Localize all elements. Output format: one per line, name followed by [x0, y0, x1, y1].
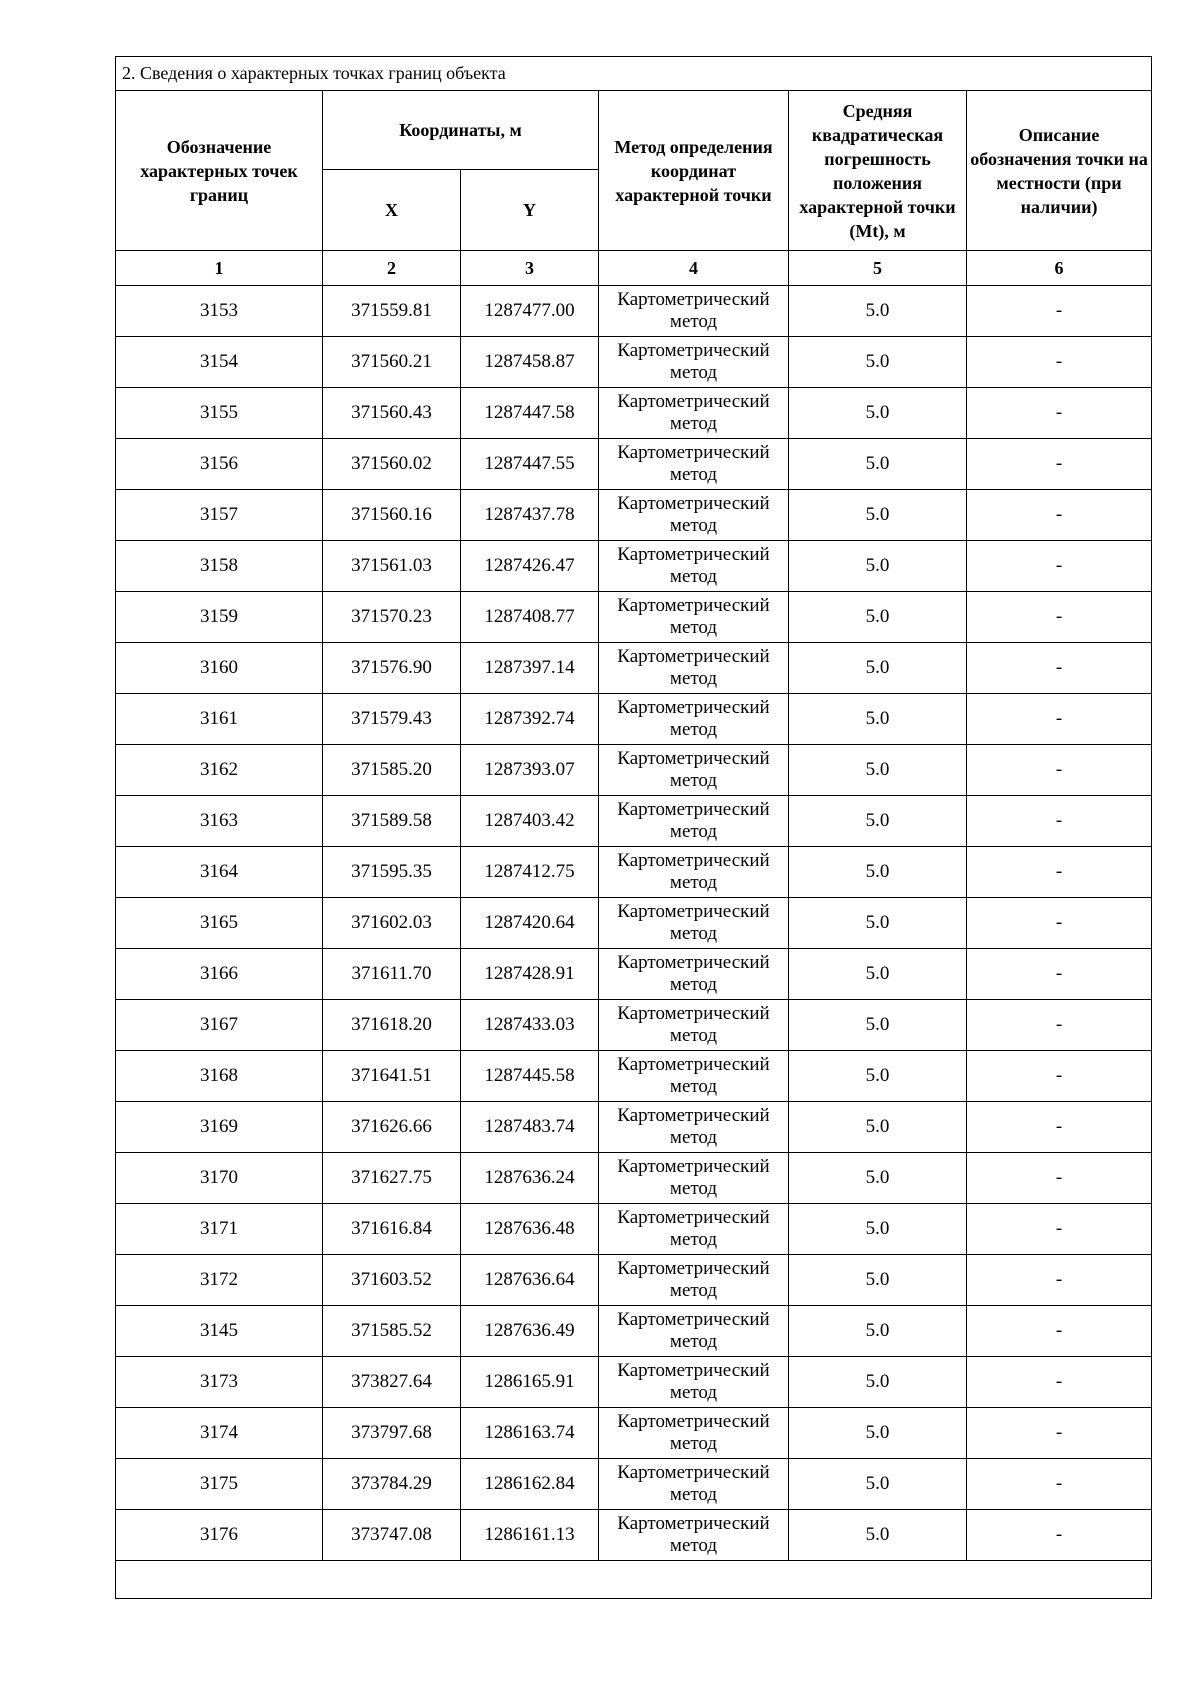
method-cell: Картометрический метод	[599, 490, 789, 541]
x-coordinate-cell: 371641.51	[323, 1051, 461, 1102]
point-id-cell: 3173	[116, 1357, 323, 1408]
point-id-cell: 3164	[116, 847, 323, 898]
table-row	[116, 541, 1152, 592]
mt-cell: 5.0	[789, 541, 967, 592]
header-description: Описание обозначения точки на местности (при наличии)	[967, 91, 1152, 251]
x-coordinate-cell: 371579.43	[323, 694, 461, 745]
point-id-cell: 3170	[116, 1153, 323, 1204]
description-cell: -	[967, 1051, 1152, 1102]
table-row	[116, 1102, 1152, 1153]
point-id-cell: 3153	[116, 286, 323, 337]
description-cell: -	[967, 745, 1152, 796]
mt-cell: 5.0	[789, 286, 967, 337]
description-cell: -	[967, 1153, 1152, 1204]
method-cell: Картометрический метод	[599, 337, 789, 388]
point-id-cell: 3169	[116, 1102, 323, 1153]
description-cell: -	[967, 1204, 1152, 1255]
table-row	[116, 1153, 1152, 1204]
method-cell: Картометрический метод	[599, 1102, 789, 1153]
method-cell: Картометрический метод	[599, 1357, 789, 1408]
mt-cell: 5.0	[789, 949, 967, 1000]
point-id-cell: 3158	[116, 541, 323, 592]
table-row	[116, 847, 1152, 898]
table-row	[116, 745, 1152, 796]
mt-cell: 5.0	[789, 847, 967, 898]
header-coordinates: Координаты, м	[323, 91, 599, 170]
column-number: 3	[461, 251, 599, 286]
description-cell: -	[967, 1357, 1152, 1408]
method-cell: Картометрический метод	[599, 1255, 789, 1306]
y-coordinate-cell: 1287433.03	[461, 1000, 599, 1051]
mt-cell: 5.0	[789, 439, 967, 490]
x-coordinate-cell: 371576.90	[323, 643, 461, 694]
description-cell: -	[967, 847, 1152, 898]
x-coordinate-cell: 371616.84	[323, 1204, 461, 1255]
y-coordinate-cell: 1287393.07	[461, 745, 599, 796]
x-coordinate-cell: 373797.68	[323, 1408, 461, 1459]
method-cell: Картометрический метод	[599, 847, 789, 898]
method-cell: Картометрический метод	[599, 592, 789, 643]
mt-cell: 5.0	[789, 1255, 967, 1306]
y-coordinate-cell: 1287397.14	[461, 643, 599, 694]
description-cell: -	[967, 643, 1152, 694]
table-row	[116, 1459, 1152, 1510]
table-row	[116, 490, 1152, 541]
description-cell: -	[967, 1102, 1152, 1153]
method-cell: Картометрический метод	[599, 1306, 789, 1357]
x-coordinate-cell: 371561.03	[323, 541, 461, 592]
y-coordinate-cell: 1287636.64	[461, 1255, 599, 1306]
mt-cell: 5.0	[789, 1408, 967, 1459]
x-coordinate-cell: 371626.66	[323, 1102, 461, 1153]
mt-cell: 5.0	[789, 490, 967, 541]
y-coordinate-cell: 1287403.42	[461, 796, 599, 847]
mt-cell: 5.0	[789, 1000, 967, 1051]
column-number: 2	[323, 251, 461, 286]
empty-footer-cell	[116, 1561, 1152, 1599]
mt-cell: 5.0	[789, 1306, 967, 1357]
table-row	[116, 1408, 1152, 1459]
description-cell: -	[967, 592, 1152, 643]
x-coordinate-cell: 371559.81	[323, 286, 461, 337]
table-row	[116, 1000, 1152, 1051]
x-coordinate-cell: 371602.03	[323, 898, 461, 949]
mt-cell: 5.0	[789, 592, 967, 643]
point-id-cell: 3174	[116, 1408, 323, 1459]
description-cell: -	[967, 796, 1152, 847]
header-designation: Обозначение характерных точек границ	[116, 91, 323, 251]
y-coordinate-cell: 1287437.78	[461, 490, 599, 541]
y-coordinate-cell: 1287408.77	[461, 592, 599, 643]
header-x: X	[323, 170, 461, 251]
point-id-cell: 3175	[116, 1459, 323, 1510]
point-id-cell: 3166	[116, 949, 323, 1000]
description-cell: -	[967, 490, 1152, 541]
description-cell: -	[967, 1306, 1152, 1357]
mt-cell: 5.0	[789, 694, 967, 745]
mt-cell: 5.0	[789, 1357, 967, 1408]
y-coordinate-cell: 1287412.75	[461, 847, 599, 898]
mt-cell: 5.0	[789, 1102, 967, 1153]
column-number: 5	[789, 251, 967, 286]
y-coordinate-cell: 1286163.74	[461, 1408, 599, 1459]
point-id-cell: 3154	[116, 337, 323, 388]
mt-cell: 5.0	[789, 745, 967, 796]
table-row	[116, 1357, 1152, 1408]
description-cell: -	[967, 1510, 1152, 1561]
point-id-cell: 3159	[116, 592, 323, 643]
method-cell: Картометрический метод	[599, 745, 789, 796]
mt-cell: 5.0	[789, 1510, 967, 1561]
x-coordinate-cell: 371570.23	[323, 592, 461, 643]
description-cell: -	[967, 1459, 1152, 1510]
method-cell: Картометрический метод	[599, 1000, 789, 1051]
column-number: 6	[967, 251, 1152, 286]
point-id-cell: 3162	[116, 745, 323, 796]
column-number: 1	[116, 251, 323, 286]
table-row	[116, 643, 1152, 694]
y-coordinate-cell: 1287636.49	[461, 1306, 599, 1357]
column-number-row	[116, 251, 1152, 286]
table-row	[116, 1255, 1152, 1306]
x-coordinate-cell: 371585.52	[323, 1306, 461, 1357]
x-coordinate-cell: 371589.58	[323, 796, 461, 847]
y-coordinate-cell: 1287445.58	[461, 1051, 599, 1102]
point-id-cell: 3161	[116, 694, 323, 745]
mt-cell: 5.0	[789, 898, 967, 949]
method-cell: Картометрический метод	[599, 1153, 789, 1204]
table-row	[116, 694, 1152, 745]
mt-cell: 5.0	[789, 337, 967, 388]
y-coordinate-cell: 1287636.48	[461, 1204, 599, 1255]
header-y: Y	[461, 170, 599, 251]
method-cell: Картометрический метод	[599, 694, 789, 745]
method-cell: Картометрический метод	[599, 796, 789, 847]
description-cell: -	[967, 694, 1152, 745]
column-number: 4	[599, 251, 789, 286]
method-cell: Картометрический метод	[599, 388, 789, 439]
description-cell: -	[967, 898, 1152, 949]
point-id-cell: 3163	[116, 796, 323, 847]
point-id-cell: 3157	[116, 490, 323, 541]
table-row	[116, 1204, 1152, 1255]
section-title: 2. Сведения о характерных точках границ объекта	[116, 57, 1152, 91]
table-row	[116, 439, 1152, 490]
table-row	[116, 286, 1152, 337]
x-coordinate-cell: 371627.75	[323, 1153, 461, 1204]
document-sheet	[115, 56, 1151, 1599]
point-id-cell: 3156	[116, 439, 323, 490]
table-row	[116, 337, 1152, 388]
point-id-cell: 3145	[116, 1306, 323, 1357]
table-footer-row	[116, 1561, 1152, 1599]
method-cell: Картометрический метод	[599, 1510, 789, 1561]
method-cell: Картометрический метод	[599, 1051, 789, 1102]
table-row	[116, 1510, 1152, 1561]
points-table-body	[116, 286, 1152, 1561]
description-cell: -	[967, 286, 1152, 337]
x-coordinate-cell: 371595.35	[323, 847, 461, 898]
description-cell: -	[967, 337, 1152, 388]
header-mt: Средняя квадратическая погрешность положения характерной точки (Mt), м	[789, 91, 967, 251]
y-coordinate-cell: 1287392.74	[461, 694, 599, 745]
method-cell: Картометрический метод	[599, 1459, 789, 1510]
point-id-cell: 3171	[116, 1204, 323, 1255]
table-row	[116, 1051, 1152, 1102]
point-id-cell: 3160	[116, 643, 323, 694]
mt-cell: 5.0	[789, 796, 967, 847]
point-id-cell: 3165	[116, 898, 323, 949]
method-cell: Картометрический метод	[599, 541, 789, 592]
y-coordinate-cell: 1286165.91	[461, 1357, 599, 1408]
x-coordinate-cell: 371560.16	[323, 490, 461, 541]
x-coordinate-cell: 371560.21	[323, 337, 461, 388]
method-cell: Картометрический метод	[599, 1204, 789, 1255]
mt-cell: 5.0	[789, 388, 967, 439]
method-cell: Картометрический метод	[599, 439, 789, 490]
mt-cell: 5.0	[789, 1153, 967, 1204]
description-cell: -	[967, 1255, 1152, 1306]
table-row	[116, 1306, 1152, 1357]
method-cell: Картометрический метод	[599, 643, 789, 694]
header-method: Метод определения координат характерной точки	[599, 91, 789, 251]
point-id-cell: 3172	[116, 1255, 323, 1306]
x-coordinate-cell: 373747.08	[323, 1510, 461, 1561]
y-coordinate-cell: 1287477.00	[461, 286, 599, 337]
point-id-cell: 3176	[116, 1510, 323, 1561]
method-cell: Картометрический метод	[599, 949, 789, 1000]
x-coordinate-cell: 371585.20	[323, 745, 461, 796]
description-cell: -	[967, 949, 1152, 1000]
mt-cell: 5.0	[789, 1051, 967, 1102]
y-coordinate-cell: 1287420.64	[461, 898, 599, 949]
table-row	[116, 592, 1152, 643]
x-coordinate-cell: 371603.52	[323, 1255, 461, 1306]
description-cell: -	[967, 439, 1152, 490]
x-coordinate-cell: 371611.70	[323, 949, 461, 1000]
description-cell: -	[967, 1000, 1152, 1051]
table-row	[116, 949, 1152, 1000]
description-cell: -	[967, 1408, 1152, 1459]
table-row	[116, 898, 1152, 949]
description-cell: -	[967, 388, 1152, 439]
y-coordinate-cell: 1287426.47	[461, 541, 599, 592]
x-coordinate-cell: 371560.43	[323, 388, 461, 439]
mt-cell: 5.0	[789, 1459, 967, 1510]
x-coordinate-cell: 373827.64	[323, 1357, 461, 1408]
method-cell: Картометрический метод	[599, 898, 789, 949]
y-coordinate-cell: 1286161.13	[461, 1510, 599, 1561]
table-row	[116, 796, 1152, 847]
method-cell: Картометрический метод	[599, 1408, 789, 1459]
y-coordinate-cell: 1287447.58	[461, 388, 599, 439]
point-id-cell: 3155	[116, 388, 323, 439]
boundary-points-table	[115, 56, 1152, 1599]
mt-cell: 5.0	[789, 643, 967, 694]
y-coordinate-cell: 1287428.91	[461, 949, 599, 1000]
y-coordinate-cell: 1287458.87	[461, 337, 599, 388]
y-coordinate-cell: 1287483.74	[461, 1102, 599, 1153]
x-coordinate-cell: 371618.20	[323, 1000, 461, 1051]
x-coordinate-cell: 371560.02	[323, 439, 461, 490]
x-coordinate-cell: 373784.29	[323, 1459, 461, 1510]
mt-cell: 5.0	[789, 1204, 967, 1255]
table-row	[116, 388, 1152, 439]
y-coordinate-cell: 1286162.84	[461, 1459, 599, 1510]
y-coordinate-cell: 1287447.55	[461, 439, 599, 490]
y-coordinate-cell: 1287636.24	[461, 1153, 599, 1204]
description-cell: -	[967, 541, 1152, 592]
method-cell: Картометрический метод	[599, 286, 789, 337]
point-id-cell: 3167	[116, 1000, 323, 1051]
point-id-cell: 3168	[116, 1051, 323, 1102]
